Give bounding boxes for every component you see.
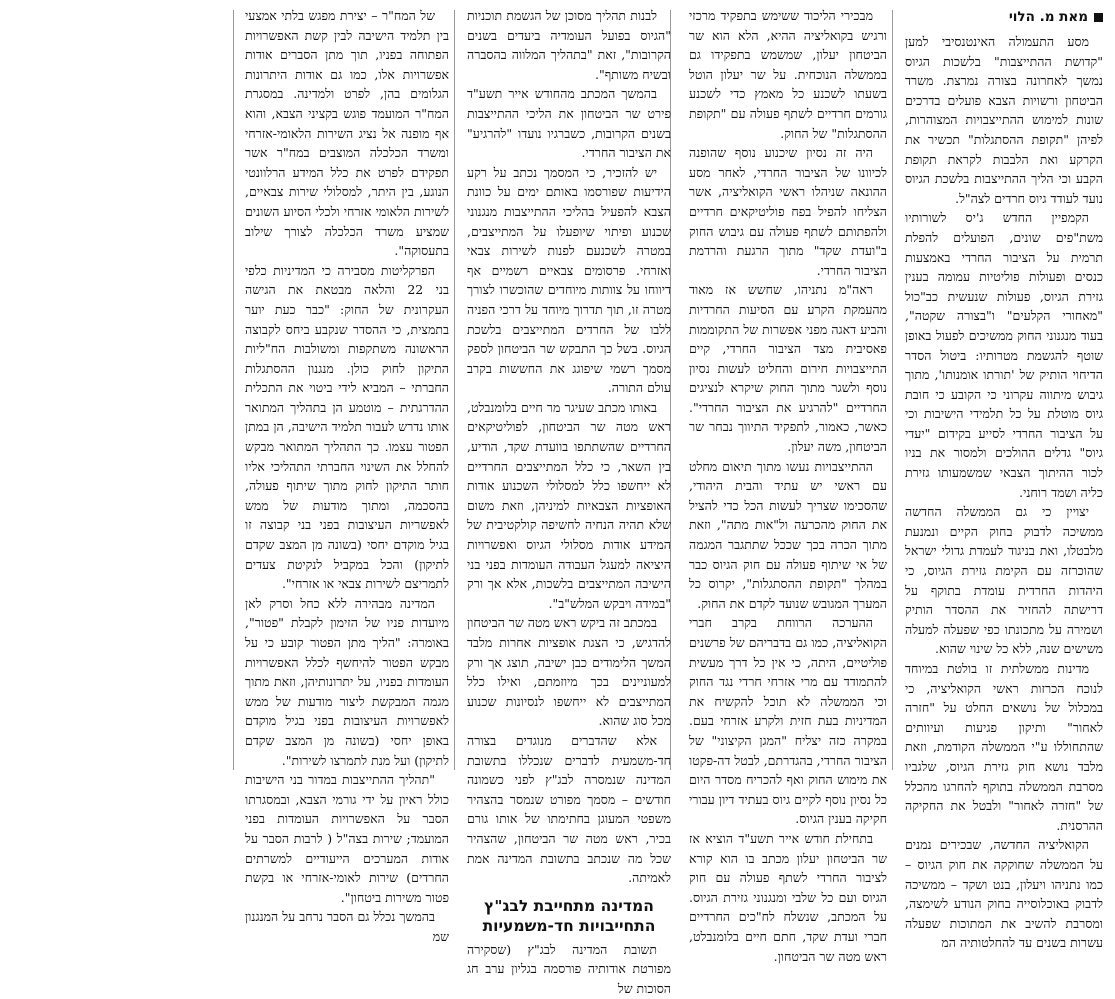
article-column-5: [12, 6, 227, 774]
paragraph: מבכירי הליכוד ששימש בתפקיד מרכזי ורגיש בקואליציה ההיא, הלא הוא שר הביטחון יעלון, שמשמש בתפקידו גם בממשלה הנוכחית. על שר יעלון הוטל בשעתו לשכנע כל מאמץ כדי לשכנע גורמים חרדיים לשתף פעולה עם "תקופת ההסתגלות" של החוק.: [689, 8, 887, 141]
column-divider: [233, 10, 234, 770]
article-column-4: [245, 6, 450, 944]
paragraph: תשובת המדינה לבג"ץ (שסקירה מפורטת אודותיה פורסמה בגליון ערב חג הסוכות של: [467, 941, 671, 996]
paragraph: מסע התעמולה האינטנסיבי למען "קדושת ההתייצבות" בלשכות הגיוס נמשך לאחרונה בצורה נמרצת. משרד הביטחון ורשויות הצבא פועלים בדרכים שונות למימוש ההתייצבויות המצוהרות, לפיהן "תקופת ההסתגלות" תכשיר את הקרקע ואת הלבבות לקראת תקופת הקבע וכי הליך ההתייצבות בלשכת הגיוס נועד לעודד גיוס חרדים לצה"ל.: [905, 34, 1103, 206]
byline-text: מאת מ. הלוי: [1008, 9, 1088, 25]
paragraph: יש להזכיר, כי המסמך נכתב על רקע הידיעות שפורסמו באותם ימים על כוונת הצבא להפעיל בהליכי ההתייצבות מנגנוני שכנוע ופיתוי שיופעלו על המתייצבים, במטרה לשכנעם לפנות לשירות צבאי ואזרחי. פרסומים צבאיים רשמיים אף דיווחו על צוותות מיוחדים שהוכשרו לצורך מטרה זו, תוך תדרוך מיוחד על דרכי הפניה ללבו של החרדים המתייצבים בלשכת הגיוס. בשל כך התבקש שר הביטחון לספק מסמך רשמי שיפוגג את החששות בקרב עולם התורה.: [467, 164, 671, 396]
article-column-3: [466, 6, 671, 996]
byline: [905, 6, 1103, 28]
paragraph: הפרקליטות מסבירה כי המדיניות כלפי בני 22 והלאה מבטאת את הגישה העקרונית של החוק: "כבר כעת יוער בתמצית, כי ההסדר שנקבע ביחס לקבוצה הראשונה משתקפות ומשולבות הח"ליות התיקון לחוק כולן. מנגנון ההסתגלות החברתי – המביא לידי ביטוי את התכלית ההדרגתית – מוטמע הן בתהליך המתואר אותו נדרש לעבור תלמיד הישיבה, הן במתן הפטור עצמו. כך התהליך המתואר מבקש להחלל את השינוי החברתי התהליכי אליו חותר התיקון לחוק מתוך שיתוף פעולה, בהסכמה, ומתוך מודעות של ממש לאפשריות העיצובות בפני בני קבוצה זו בגיל מוקדם יחסי (בשונה מן המצב שקדם לתיקון) והכל במקביל לנקיטת צעדים לתמריצם לשירות צבאי או אזרחי".: [245, 262, 450, 592]
paragraph: הקמפיין החדש ג'יס לשורותיו משת"פים שונים, הפועלים להפלת תרמית על הציבור החרדי באמצעות כנסים ופעולות פוליטיות עמומה בענין גזירת הגיוס, פעולות שנעשית כב"כול "מאחורי הקלעים" ו"בצורה שקטה", בעוד מנגנוני החוק ממשיכים לפעול באופן שוטף להגשמת מטרותיו: ביטול הסדר הדיחוי הותיק של 'תורתו אומנותו', מתוך גיבוש מיתווה עקרוני כי הקובע כי חובת גיוס מוטלת על כל תלמידי הישיבות וכי על הציבור החרדי לסייע בקידום "יעדי גיוס" גדלים ההולכים ולמסור את בניו לכור ההיתוך הצבאי שמשמעותו גזירת כליה ושמד רוחני.: [905, 210, 1103, 500]
paragraph: היה זה נסיון שיכנוע נוסף שהופנה לכיוונו של הציבור החרדי, לאחר מסע ההונאה שניהלו ראשי הקואליציה, אשר הצליחו להפיל בפח פוליטיקאים חרדיים ולהפתותם לשתף פעולה עם גיבוש החוק ב"ועדת שקד" מתוך הרגעת והרדמת הציבור החרדי.: [689, 145, 887, 278]
article-column-1: [905, 6, 1103, 951]
column-divider: [892, 10, 893, 770]
paragraph: באותו מכתב שעיגר מר חיים בלומנבלט, ראש מטה שר הביטחון, לפוליטיקאים החרדיים שהשתתפו בוועדת שקד, הודיע, בין השאר, כי כלל המתייצבים החרדיים לא ייחשפו כלל למסלולי השכנוע אודות האופציות הצבאיות למיניהן, וזאת משום שלא תהיה הנחיה לחשיפה קולקטיבית של המידע אודות מסלולי הגיוס ואפשרויות היציאה למעגל העבודה העומדות בפני בני הישיבה המתייצבים בלשכות, אלא אך ורק "במידה ויבקש המלש"ב".: [467, 399, 671, 611]
paragraph: בהמשך נכלל גם הסבר נרחב על המנגנון שמ: [245, 909, 449, 944]
paragraph: הקואליציה החדשה, שבכירים נמנים על הממשלה שחוקקה את חוק הגיוס – כמו נתניהו ויעלון, בנט ושקד – ממשיכה לדבוק באוכלוסייה בחוק הנודע לשימצה, ומסרבת להשיב את המתוכות שפעלה עשרות בשנים עד להחלטותיה המ: [905, 837, 1103, 951]
paragraph: "תהליך ההתייצבות במדור בני הישיבות כולל ראיון על ידי גורמי הצבא, ובמסגרתו הסבר על האפשרויות העומדות בפני המועמד; שירות בצה"ל ( לרבות הסבר על אודות המערכים הייעודיים למשרתים החרדים) שירות לאומי-אזרחי או בקשת פטור משירות ביטחון".: [245, 772, 449, 905]
paragraph: בהמשך המכתב מהחודש אייר תשע"ד פירט שר הביטחון את הליכי ההתייצבות בשנים הקרובות, כשברגיו נועדו "להרגיע" את הציבור החרדי.: [467, 86, 671, 161]
paragraph: יצויין כי גם הממשלה החדשה ממשיכה לדבוק בחוק הקיים ונמנעת מלבטלו, ואת בניגוד לעמדת גדולי ישראל שהוכרזה עם הקימת גזירת הגיוס, כי היהדות החרדית עומדת בתוקף על דרישתה להחזיר את ההסדר הותיק ושמירה על מתכונתו כפי שפעלה למעלה משישים שנה, ללא כל שינוי שהוא.: [905, 504, 1103, 657]
subhead-line: המדינה מתחייבת לבג"ץ: [484, 896, 654, 915]
paragraph: אלא שהדברים מנוגדים בצורה חד-משמעית לדברים שנכללו בתשובת המדינה שנמסרה לבג"ץ לפני כשמונה חודשים – מסמך מפורט שנמסר בהצהיר משפטי המעוגן בחתימתו של אותו גורם בכיר, ראש מטה שר הביטחון, שהצהיר שכל מה שנכתב בתשובת המדינה אמת לאמיתה.: [467, 732, 671, 886]
paragraph: ראה"מ נתניהו, שחשש אז מאוד מהעמקת הקרע עם הסיעות החרדיות והביע דאגה מפני אפשרות של התקוממות פאסיבית מצד הציבור החרדי, קיים התייצבויות חירום והחליט לעשות נסיון נוסף ולשגר מתוך החוק שיקרא לנציגים החרדיים "להרגיע את הציבור החרדי". כאשר, כאמור, לתפקיד התיווך נבחר שר הביטחון, משה יעלון.: [689, 282, 887, 455]
column-divider: [454, 10, 455, 770]
paragraph: לבנות תהליך מסוכן של הגשמת תוכניות "הגיוס בפועל העומדיה ביעדים בשנים הקרובות", זאת "בתהליך המלווה בהסברה ובשיח משותף".: [467, 8, 671, 82]
paragraph: מדינות ממשלתית זו בולטת במיוחד לנוכח הכרזות ראשי הקואליציה, כי במכלול של נושאים החלט על "חזרה לאחור" ותיקון פגיעות ועיוותים שהתחוללו ע"י הממשלה הקודמת, וזאת מלבד נושא חוק גזירת הגיוס, שלגביו מסרבת הממשלה בתוקף להחרגו מהכלל של "חזרה לאחור" ולבטל את החקיקה ההרסנית.: [905, 661, 1103, 833]
paragraph: ההערכה הרווחת בקרב חברי הקואליציה, כמו גם בדבריהם של פרשנים פוליטיים, היתה, כי אין כל דרך מעשית להתמודד עם מרי אזרחי חרדי נגד החוק וכי הממשלה לא תוכל להקשיח את המדיניות בעת חזית ולקרע אזרחי בעם. במקרה כזה יצליח "המגן הקיצוני" של הציבור החרדי, בהגדרתם, לבטל דה-פקטו את מימוש החוק ואף להכריח מסדר היום כל נסיון נוסף לקיים גיוס בעתיד דיון עבורי חקיקה בענין הגיוס.: [689, 615, 887, 827]
paragraph: ההתייצבויות נעשו מתוך תיאום מחלט עם ראשי יש עתיד והבית היהודי, שהסכימו שצריך לעשות הכל כדי להציל את החוק מהכרעה ול"אות מתה", וזאת מתוך הכרה בכך שככל שתתגבר המגמה של אי שיתוף פעולה עם חוק הגיוס כבר במהלך "תקופת ההסתגלות", יקרוס כל המערך המגובש שנועד לקדם את החוק.: [689, 458, 887, 611]
paragraph: במכתב זה ביקש ראש מטה שר הביטחון להדגיש, כי הצגת אופציות אחרות מלבד המשך הלימודים כבן ישיבה, תוצג אך ורק למעוניינים בכך מיוזמתם, ואילו כלל המתייצבים לא ייחשפו לנסיונות שכנוע מכל סוג שהוא.: [466, 615, 671, 729]
subhead-line: התחייבויות חד-משמעיות: [482, 916, 656, 935]
paragraph: של המח"ר – יצירת מפגש בלתי אמצעי בין תלמיד הישיבה לבין קשת האפשרויות הפתוחה בפניו, תוך מתן הסברים אודות אפשרויות אלו, כמו גם אודות היתרונות הגלומים בהן, לפרט ולמדינה. במסגרת המח"ר המועמד פוגש בקציני הצבא, והוא אף מופנה אל נציג השירות הלאומי-אזרחי ומשרד הכלכלה המוצבים במח"ר אשר תפקידם לפרט את כלל המידע הרלוונטי הנוגע, בין היתר, למסלולי שירות צבאיים, לשירות הלאומי אזרחי ולכלי הסיוע השונים שמציע משרד הכלכלה לצורך שילוב בתעסוקה".: [245, 8, 449, 259]
paragraph: המדינה מבהירה ללא כחל וסרק לאן מיועדות פניו של הזימון לקבלת "פטור", באומרה: "הליך מתן הפטור קובע כי על מבקש הפטור להיחשף לכלל האפשרויות העומדות בפניו, על יתרונותיהן, וזאת מתוך מגמה המבקשת ליצור מודעות של ממש לאפשרויות העיצובות בפני בגיל מוקדם באופן יחסי (בשונה מן המצב שקדם לתיקון) ועל מנת לתמרצו לשירות".: [245, 595, 449, 768]
article-column-2: [689, 6, 887, 964]
square-bullet-icon: [1094, 13, 1103, 22]
section-subhead: [467, 896, 671, 936]
paragraph: בתחילת חודש אייר תשע"ד הוציא אז שר הביטחון יעלון מכתב בו הוא קורא לציבור החרדי לשתף פעולה עם חוק הגיוס ועם כל שלבי ומנגנוני גזירת הגיוס. על המכתב, שנשלח לח"כים החרדיים חברי ועדת שקד, חתם חיים בלומנבלט, ראש מטה שר הביטחון.: [689, 830, 887, 964]
